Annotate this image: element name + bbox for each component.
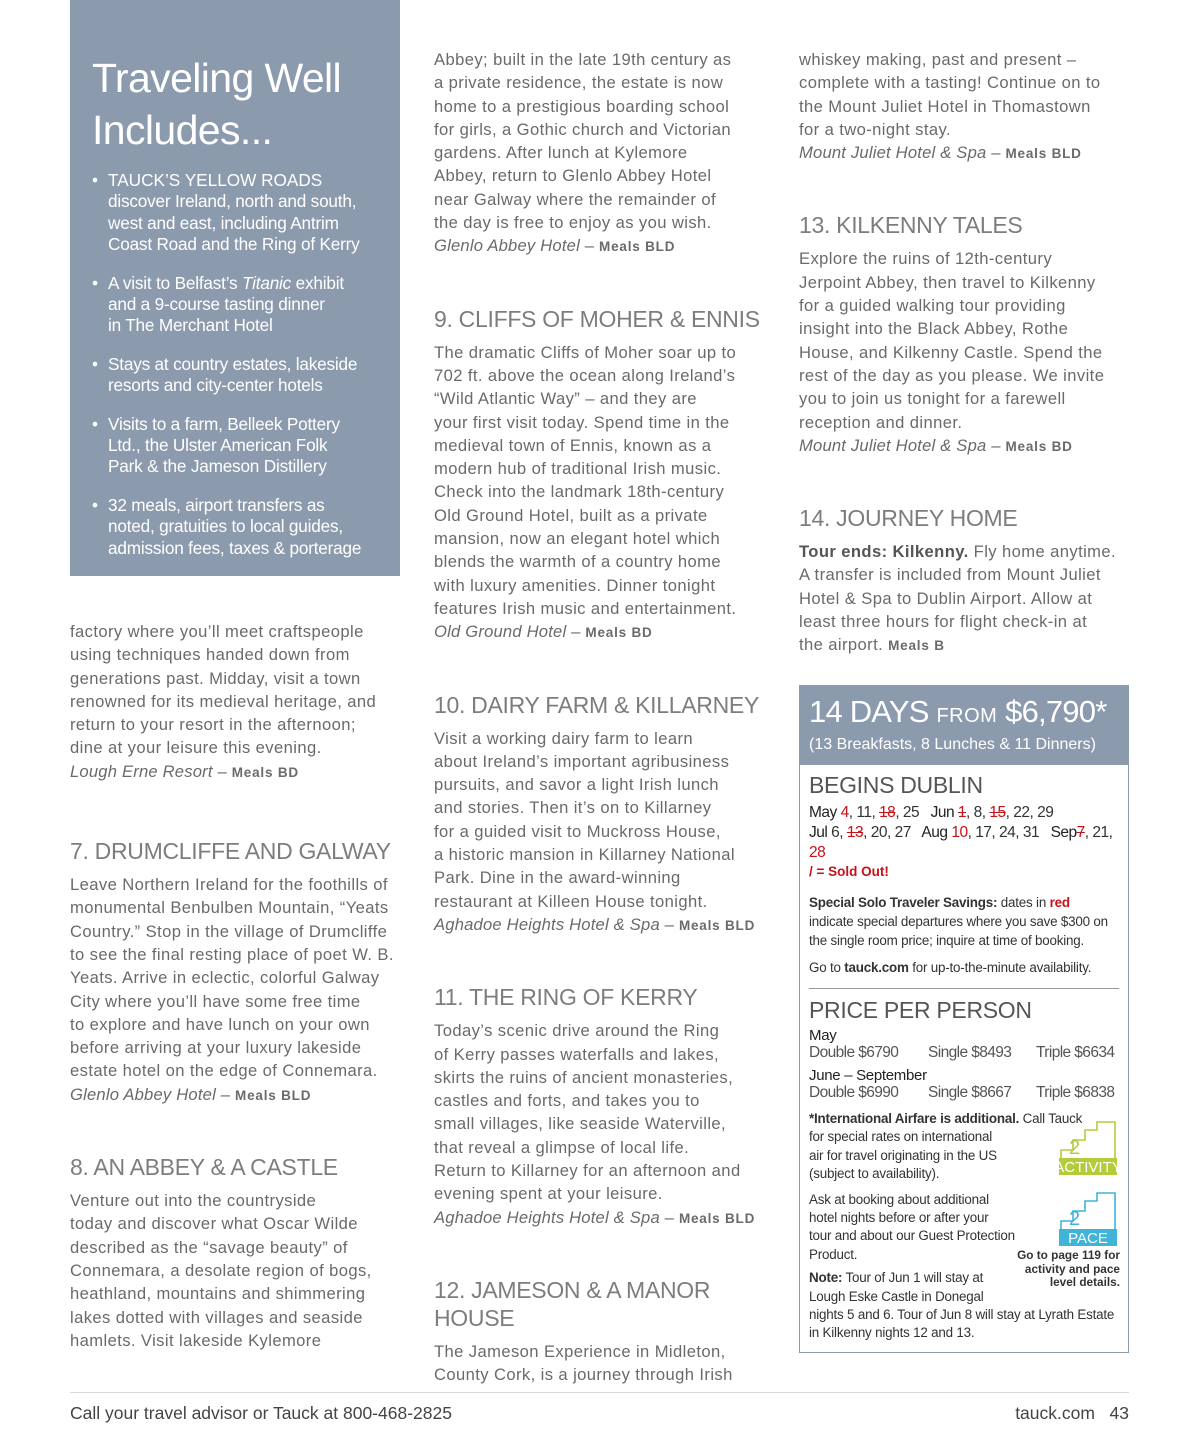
- day12-hotel: Mount Juliet Hotel & Spa – Meals BLD: [799, 143, 1082, 163]
- day8-title: 8. AN ABBEY & A CASTLE: [70, 1154, 338, 1181]
- day6-continued: factory where you’ll meet craftspeople using techniques handed down from generations past. Midday, visit a town renowned for its medieval heritage, and return to your resort in the afternoon; dine at your leisure this evening.: [70, 622, 377, 758]
- may-prices: Double $6790 Single $8493 Triple $6634: [809, 1044, 1115, 1061]
- includes-item: • TAUCK’S YELLOW ROADS discover Ireland, north and south, west and east, including Antrim Coast Road and the Ring of Kerry: [92, 170, 360, 255]
- price-box-header: [800, 686, 1128, 765]
- footer-contact: Call your travel advisor or Tauck at 800-468-2825: [70, 1403, 452, 1423]
- june-sept-label: June – September: [809, 1067, 927, 1084]
- pace-level-icon: [1059, 1191, 1117, 1247]
- availability-note: Go to tauck.com for up-to-the-minute availability.: [809, 960, 1092, 975]
- may-label: May: [809, 1027, 837, 1044]
- includes-item: • 32 meals, airport transfers as noted, gratuities to local guides, admission fees, taxes & porterage: [92, 494, 362, 558]
- day12-text: The Jameson Experience in Midleton, County Cork, is a journey through Irish: [434, 1341, 733, 1385]
- includes-box: [70, 0, 400, 576]
- includes-title: Traveling Well Includes...: [92, 55, 342, 153]
- activity-label: ACTIVITY: [1054, 1159, 1122, 1176]
- tour-length-price: 14 DAYS FROM $6,790*: [809, 694, 1107, 729]
- sold-out-legend: / = Sold Out!: [809, 864, 889, 879]
- day9-text: The dramatic Cliffs of Moher soar up to 702 ft. above the ocean along Ireland’s “Wild Atlantic Way” – and they are your first visit today. Spend time in the medieval town of Ennis, known as a modern hub of traditional Irish music. Check into the landmark 18th-century Old Ground Hotel, built as a private mansion, now an elegant hotel which blends the warmth of a country home with luxury amenities. Dinner tonight features Irish music and entertainment.: [434, 342, 737, 618]
- includes-item: • Stays at country estates, lakeside resorts and city-center hotels: [92, 353, 358, 396]
- page-number: 43: [1109, 1403, 1129, 1423]
- day9-hotel: Old Ground Hotel – Meals BD: [434, 622, 653, 642]
- day13-title: 13. KILKENNY TALES: [799, 212, 1023, 239]
- day7-hotel: Glenlo Abbey Hotel – Meals BLD: [70, 1084, 312, 1104]
- day8-hotel: Glenlo Abbey Hotel – Meals BLD: [434, 236, 676, 256]
- day10-text: Visit a working dairy farm to learn about Ireland’s important agribusiness pursuits, and savor a light Irish lunch and stories. Then it’s on to Killarney for a guided visit to Muckross House, a historic mansion in Killarney National Park. Dine in the award-winning restaurant at Killeen House tonight.: [434, 728, 735, 911]
- day11-text: Today’s scenic drive around the Ring of Kerry passes waterfalls and lakes, skirts the ruins of ancient monasteries, castles and forts, and takes you to small villages, like seaside Waterville, that reveal a glimpse of local life. Return to Killarney for an afternoon and evening spent at your leisure.: [434, 1021, 741, 1204]
- airfare-note: *International Airfare is additional. Call Tauck for special rates on international air for travel originating in the US (subject to availability).: [809, 1111, 1083, 1182]
- day8-text: Venture out into the countryside today and discover what Oscar Wilde described as the “savage beauty” of Connemara, a desolate region of bogs, heathland, mountains and shimmering lakes dotted with villages and seaside hamlets. Visit lakeside Kylemore: [70, 1191, 372, 1350]
- day8-continued: Abbey; built in the late 19th century as a private residence, the estate is now home to a prestigious boarding school for girls, a Gothic church and Victorian gardens. After lunch at Kylemore Abbey, return to Glenlo Abbey Hotel near Galway where the remainder of the day is free to enjoy as you wish.: [434, 50, 732, 233]
- day10-hotel: Aghadoe Heights Hotel & Spa – Meals BLD: [434, 914, 756, 934]
- departure-dates: May 4, 11, 18, 25 Jun 1, 8, 15, 22, 29 Jul 6, 13, 20, 27 Aug 10, 17, 24, 31 Sep7, 21, 28: [809, 804, 1113, 861]
- includes-item: • Visits to a farm, Belleek Pottery Ltd., the Ulster American Folk Park & the Jameson Distillery: [92, 413, 340, 477]
- pace-label: PACE: [1068, 1230, 1108, 1247]
- day14-title: 14. JOURNEY HOME: [799, 505, 1018, 532]
- column-3: [799, 48, 1129, 658]
- day9-title: 9. CLIFFS OF MOHER & ENNIS: [434, 305, 760, 332]
- footer-divider: [70, 1392, 1129, 1393]
- day11-hotel: Aghadoe Heights Hotel & Spa – Meals BLD: [434, 1207, 756, 1227]
- day12-continued: whiskey making, past and present – complete with a tasting! Continue on to the Mount Juliet Hotel in Thomastown for a two-night stay.: [799, 50, 1101, 139]
- day13-hotel: Mount Juliet Hotel & Spa – Meals BD: [799, 435, 1073, 455]
- meals-summary: (13 Breakfasts, 8 Lunches & 11 Dinners): [809, 736, 1096, 753]
- column-2: [434, 48, 770, 1386]
- begins-city: BEGINS DUBLIN: [809, 772, 983, 798]
- day12-title: 12. JAMESON & A MANOR HOUSE: [434, 1276, 711, 1331]
- solo-savings: Special Solo Traveler Savings: dates in red indicate special departures where you save $300 on the single room price; inquire at time of booking.: [809, 895, 1108, 948]
- day6-hotel: Lough Erne Resort – Meals BD: [70, 761, 299, 781]
- divider: [809, 988, 1119, 989]
- pace-number: 2: [1069, 1208, 1081, 1230]
- day7-text: Leave Northern Ireland for the foothills of monumental Benbulben Mountain, “Yeats Country.” Stop in the village of Drumcliffe to see the final resting place of poet W. B. Yeats. Arrive in eclectic, colorful Galway City where you’ll have some free time to explore and have lunch on your own before arriving at your luxury lakeside estate hotel on the edge of Connemara.: [70, 875, 394, 1081]
- activity-pace-reference: Go to page 119 for activity and pace level details.: [1017, 1248, 1120, 1290]
- activity-number: 2: [1069, 1137, 1081, 1159]
- footer-right: [1015, 1403, 1129, 1424]
- tour-note: Note: Tour of Jun 1 will stay at Lough Eske Castle in Donegal nights 5 and 6. Tour of Jun 8 will stay at Lyrath Estate in Kilkenny nights 12 and 13.: [809, 1270, 1115, 1341]
- day14-text: Tour ends: Kilkenny. Fly home anytime. A transfer is included from Mount Juliet Hotel & Spa to Dublin Airport. Allow at least three hours for flight check-in at the airport. Meals B: [799, 542, 1117, 655]
- includes-item: • A visit to Belfast’s Titanic exhibit and a 9-course tasting dinner in The Merchant Hotel: [92, 272, 344, 336]
- price-box: [799, 685, 1129, 1353]
- day11-title: 11. THE RING OF KERRY: [434, 984, 698, 1011]
- tauck-link[interactable]: tauck.com: [844, 960, 909, 975]
- column-1: [70, 620, 400, 1352]
- day13-text: Explore the ruins of 12th-century Jerpoint Abbey, then travel to Kilkenny for a guided walking tour providing insight into the Black Abbey, Rothe House, and Kilkenny Castle. Spend the rest of the day as you please. We invite you to join us tonight for a farewell reception and dinner.: [799, 249, 1105, 432]
- activity-level-icon: [1054, 1120, 1122, 1176]
- day10-title: 10. DAIRY FARM & KILLARNEY: [434, 691, 759, 718]
- june-sept-prices: Double $6990 Single $8667 Triple $6838: [809, 1084, 1115, 1101]
- day7-title: 7. DRUMCLIFFE AND GALWAY: [70, 838, 391, 865]
- footer-site-link[interactable]: tauck.com: [1015, 1403, 1095, 1423]
- includes-list: [92, 170, 378, 559]
- price-per-person-title: PRICE PER PERSON: [809, 997, 1032, 1023]
- additional-nights-note: Ask at booking about additional hotel nights before or after your tour and about our Guest Protection Product.: [809, 1191, 1015, 1262]
